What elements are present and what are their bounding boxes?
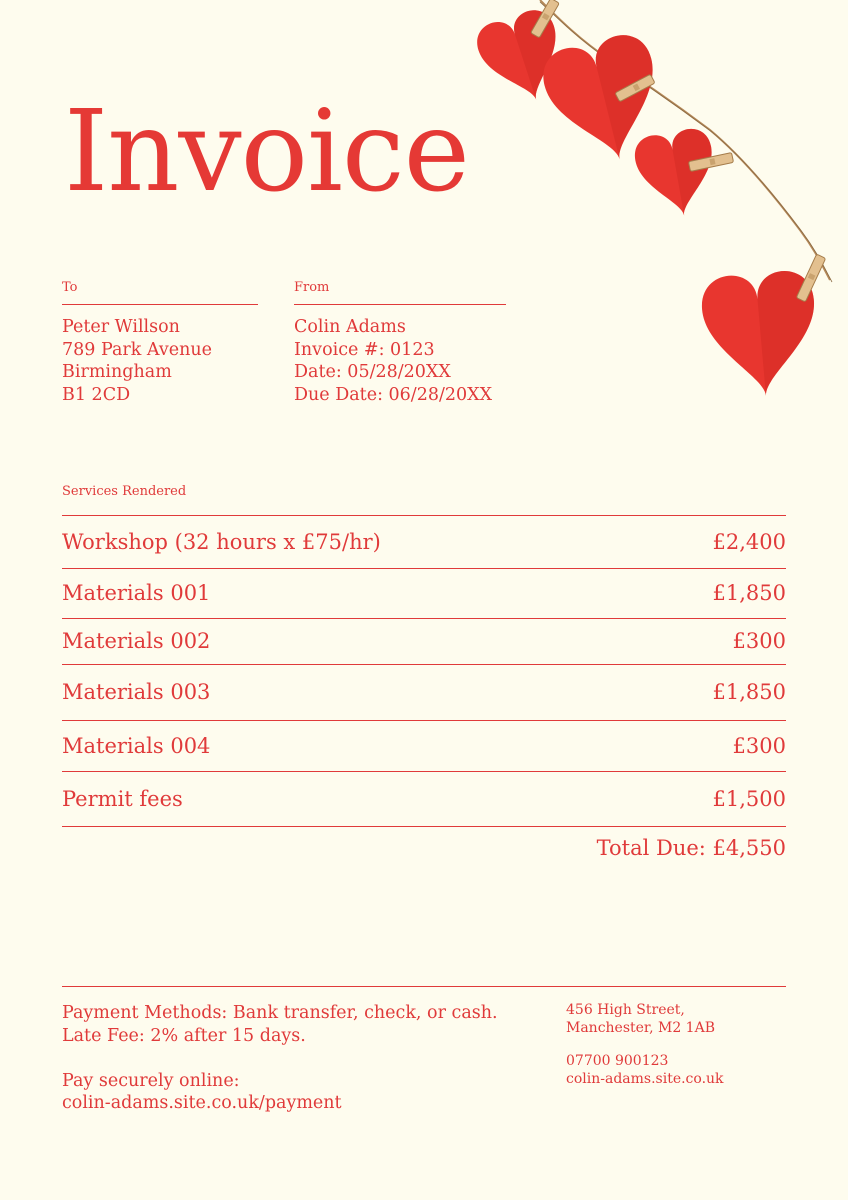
hanging-hearts-garland-icon <box>470 0 848 400</box>
due-date: Due Date: 06/28/20XX <box>294 384 493 405</box>
from-details <box>294 316 492 406</box>
service-amount: £300 <box>732 733 786 758</box>
from-divider <box>294 304 506 305</box>
table-row <box>62 720 786 772</box>
table-row <box>62 568 786 618</box>
total-due: Total Due: £4,550 <box>596 836 786 860</box>
payment-link[interactable]: colin-adams.site.co.uk/payment <box>62 1093 342 1113</box>
service-description: Materials 001 <box>62 581 211 606</box>
invoice-number: Invoice #: 0123 <box>294 339 435 360</box>
table-row <box>62 664 786 720</box>
service-amount: £300 <box>732 629 786 654</box>
to-address <box>62 316 212 406</box>
to-city: Birmingham <box>62 362 172 382</box>
service-amount: £2,400 <box>712 530 786 554</box>
to-divider <box>62 304 258 305</box>
contact-info <box>566 1002 724 1088</box>
invoice-date: Date: 05/28/20XX <box>294 362 451 382</box>
service-description: Materials 002 <box>62 629 211 654</box>
service-description: Materials 003 <box>62 680 211 705</box>
from-name: Colin Adams <box>294 317 406 337</box>
services-label: Services Rendered <box>62 484 187 499</box>
pay-online-label: Pay securely online: <box>62 1070 240 1091</box>
to-postcode: B1 2CD <box>62 384 131 405</box>
table-row <box>62 515 786 568</box>
phone-number: 07700 900123 <box>566 1053 669 1069</box>
service-amount: £1,850 <box>712 680 786 705</box>
service-amount: £1,850 <box>712 581 786 606</box>
website-link[interactable]: colin-adams.site.co.uk <box>566 1070 724 1087</box>
to-name: Peter Willson <box>62 317 180 337</box>
payment-info <box>62 1002 498 1115</box>
payment-methods: Payment Methods: Bank transfer, check, or cash. <box>62 1003 498 1023</box>
service-description: Workshop (32 hours x £75/hr) <box>62 530 381 554</box>
address-line-2: Manchester, M2 1AB <box>566 1019 715 1036</box>
service-description: Permit fees <box>62 786 183 811</box>
service-amount: £1,500 <box>712 786 786 811</box>
footer-divider <box>62 986 786 987</box>
table-row <box>62 771 786 827</box>
service-description: Materials 004 <box>62 733 211 758</box>
page-title: Invoice <box>64 87 469 217</box>
late-fee: Late Fee: 2% after 15 days. <box>62 1025 306 1046</box>
address-line-1: 456 High Street, <box>566 1002 685 1018</box>
services-table <box>62 515 786 827</box>
table-row <box>62 618 786 665</box>
from-label: From <box>294 280 330 295</box>
to-label: To <box>62 280 78 295</box>
to-street: 789 Park Avenue <box>62 339 212 360</box>
